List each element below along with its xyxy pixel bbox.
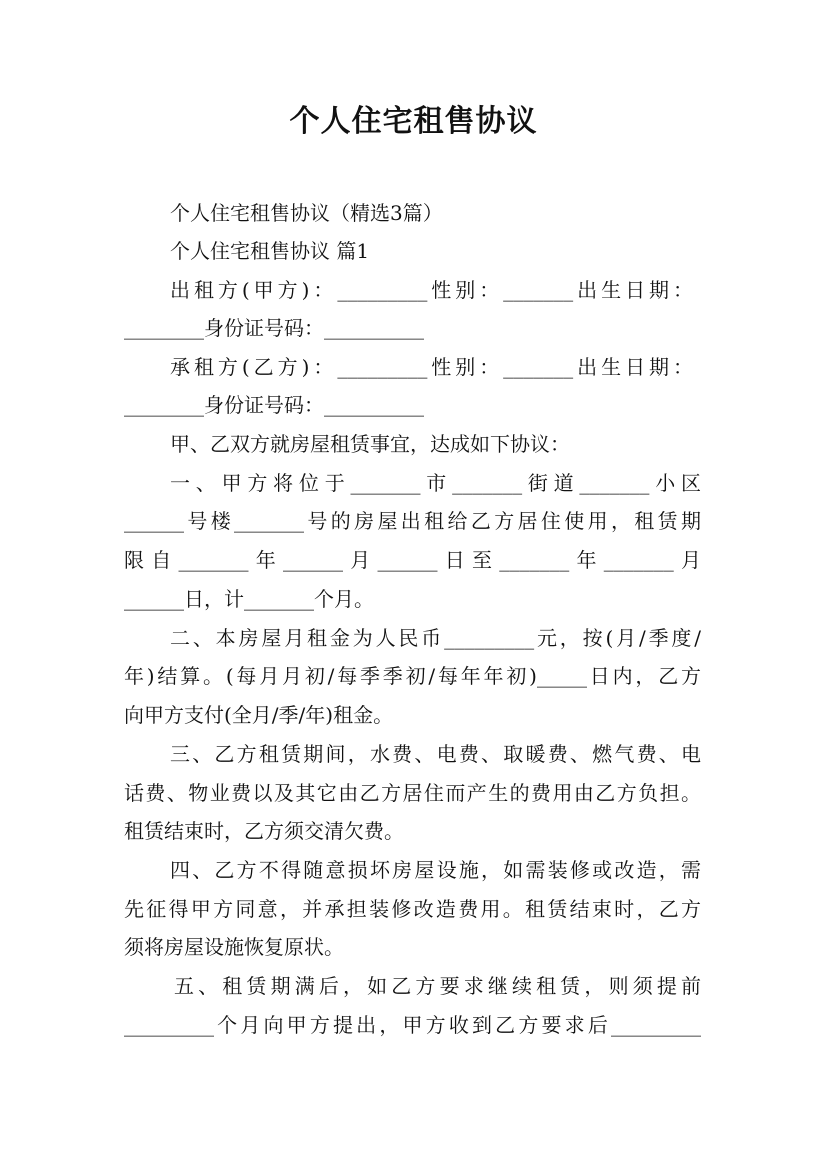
document-line: 承租方(乙方)：_________性别：_______出生日期：	[170, 355, 693, 379]
document-line: 四、乙方不得随意损坏房屋设施，如需装修或改造，需	[170, 858, 701, 882]
document-line: 出租方(甲方)：_________性别：_______出生日期：	[170, 278, 693, 302]
document-line: ______号楼_______号的房屋出租给乙方居住使用，租赁期	[124, 509, 701, 533]
document-line: 限自_______年______月______日至_______年_______月	[124, 548, 701, 572]
document-line: 个人住宅租售协议 篇1	[170, 239, 370, 263]
document-line: 二、本房屋月租金为人民币_________元，按(月/季度/	[170, 626, 701, 650]
document-line: 甲、乙双方就房屋租赁事宜，达成如下协议：	[170, 432, 570, 456]
document-line: 三、乙方租赁期间，水费、电费、取暖费、燃气费、电	[170, 742, 701, 766]
document-line: 一、甲方将位于_______市_______街道_______小区	[170, 471, 701, 495]
document-line: 须将房屋设施恢复原状。	[124, 935, 344, 959]
document-line: _________个月向甲方提出，甲方收到乙方要求后_________	[124, 1013, 701, 1037]
document-line: 话费、物业费以及其它由乙方居住而产生的费用由乙方负担。	[124, 781, 701, 805]
document-line: 向甲方支付(全月/季/年)租金。	[124, 703, 394, 727]
document-line: 先征得甲方同意，并承担装修改造费用。租赁结束时，乙方	[124, 897, 701, 921]
document-line: ________身份证号码：__________	[124, 393, 424, 417]
document-line: 个人住宅租售协议（精选3篇）	[170, 201, 443, 225]
document-line: ______日，计_______个月。	[124, 587, 374, 611]
document-line: ________身份证号码：__________	[124, 316, 424, 340]
document-line: 租赁结束时，乙方须交清欠费。	[124, 819, 404, 843]
document-title: 个人住宅租售协议	[289, 104, 538, 139]
document-line: 五、租赁期满后，如乙方要求继续租赁，则须提前	[174, 974, 701, 998]
document-line: 年)结算。(每月月初/每季季初/每年年初)_____日内，乙方	[124, 664, 701, 688]
